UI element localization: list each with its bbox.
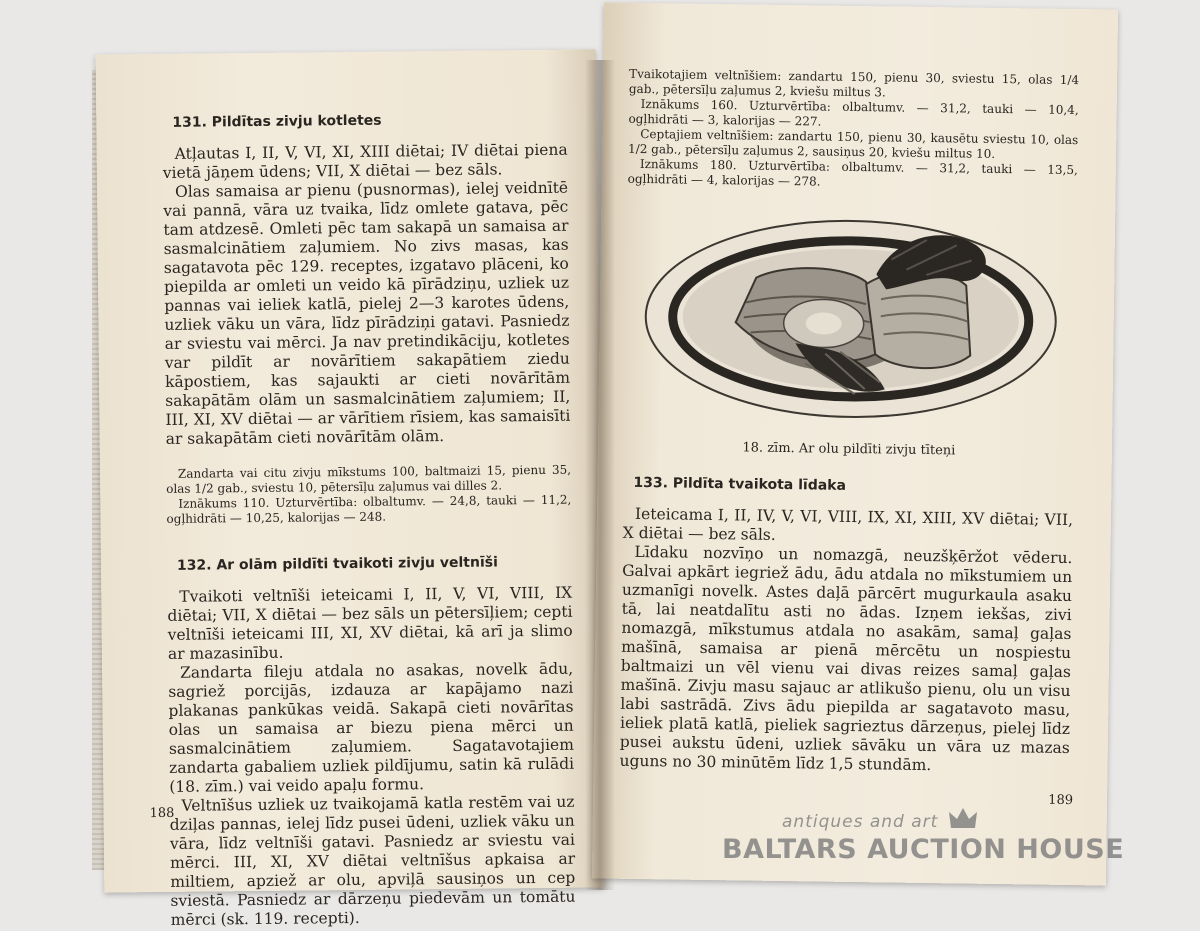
steamed-rolls-nutrition: Iznākums 160. Uzturvērtība: olbaltumv. — 31,2, tauki — 10,4, ogļhidrāti — 3, kalorijas — 227. bbox=[628, 96, 1079, 129]
fried-rolls-nutrition: Iznākums 180. Uzturvērtība: olbaltumv. — 31,2, tauki — 13,5, ogļhidrāti — 4, kalorijas — 278. bbox=[627, 156, 1078, 189]
right-page bbox=[592, 2, 1118, 885]
watermark-name: BALTARS AUCTION HOUSE bbox=[722, 834, 1125, 865]
recipe-131-nutrition: Iznākums 110. Uzturvērtība: olbaltumv. — 24,8, tauki — 11,2, ogļhidrāti — 10,25, kalorijas — 248. bbox=[166, 492, 572, 526]
recipe-131-title: 131. Pildītas zivju kotletes bbox=[172, 112, 382, 131]
recipe-133-instructions: Līdaku nozvīņo un nomazgā, neuzšķēržot vēderu. Galvai apkārt iegriež ādu, ādu atdala no mīkstumiem un uzmanīgi novelk. Astes daļā pārcērt mugurkaula asaku tā, lai neatdalītu asti no ādas. Izņem iekšas, zivi nomazgā, mīkstumus atdala no asakām, samaļ gaļas mašīnā, samaisa ar pienā mērcētu un nospiestu baltmaizi un vēl vienu vai divas reizes samaļ gaļas mašīnā. Zivju masu sajauc ar atlikušo pienu, olu un visu labi sastrādā. Zivs ādu piepilda ar sagatavoto masu, ieliek platā katlā, pieliek sagrieztus dārzeņus, pielej līdz pusei aukstu ūdeni, uzliek sāvāku un vāra uz mazas uguns no 30 minūtēm līdz 1,5 stundām. bbox=[619, 542, 1073, 775]
recipe-132-preparation: Zandarta fileju atdala no asakas, novelk ādu, sagriež porcijās, izdauza ar kapājamo nazi plakanas pankūkas veidā. Sakapā cieti novārītas olas un samaisa ar biezu piena mērci un sasmalcinātiem zaļumiem. Sagatavotajiem zandarta gabaliem uzliek pildījumu, satin kā rulādi (18. zīm.) vai veido apaļu formu. bbox=[168, 659, 575, 796]
recipe-131-diet-note: Atļautas I, II, V, VI, XI, XIII diētai; IV diētai piena vietā jāņem ūdens; VII, X diētai — bez sāls. bbox=[162, 140, 568, 182]
recipe-133-diet-note: Ieteicama I, II, IV, V, VI, VIII, IX, XI, XIII, XV diētai; VII, X diētai — bez sāls. bbox=[622, 504, 1074, 544]
page-number-left: 188 bbox=[149, 805, 175, 822]
recipe-133-title: 133. Pildīta tvaikota līdaka bbox=[633, 474, 847, 494]
recipe-132-diet-note: Tvaikoti veltnīši ieteicami I, II, V, VI, VIII, IX diētai; VII, X diētai — bez sāls un pētersīļiem; cepti veltnīši ieteicami III, XI, XV diētai, kā arī ja slimo ar mazasinību. bbox=[167, 583, 573, 663]
fried-rolls-ingredients: Ceptajiem veltnīšiem: zandartu 150, pienu 30, kausētu sviestu 10, olas 1/2 gab., pētersīļu zaļumus 2, sausiņus 20, kviešu miltus 10. bbox=[628, 126, 1079, 161]
right-page-content bbox=[619, 67, 1079, 777]
figure-caption: 18. zīm. Ar olu pildīti zivju tīteņi bbox=[742, 440, 956, 459]
page-number-right: 189 bbox=[1048, 792, 1074, 809]
book-spine-shadow bbox=[585, 60, 615, 890]
recipe-132-cooking: Veltnīšus uzliek uz tvaikojamā katla restēm vai uz dziļas pannas, ielej līdz pusei ūdeni, uzliek vāku un vāra, līdz veltnīši gatavi. Pasniedz ar sviestu vai mērci. III, XI, XV diētai veltnīšus apkaisa ar miltiem, apziež ar olu, apviļā sausiņos un cep sviestā. Pasniedz ar dārzeņu piedevām un tomātu mērci (sk. 119. recepti). bbox=[169, 792, 576, 929]
left-page-content bbox=[162, 110, 576, 930]
recipe-131-instructions: Olas samaisa ar pienu (pusnormas), ielej veidnītē vai pannā, vāra uz tvaika, līdz omlete gatava, pēc tam atdzesē. Omleti pēc tam sakapā un samaisa ar sasmalcinātiem zaļumiem. No zivs masas, kas sagatavota pēc 129. receptes, izgatavo plāceni, ko piepilda ar omleti un veido kā pīrādziņu, uzliek uz pannas vai ieliek katlā, pielej 2—3 karotes ūdens, uzliek vāku un vāra, līdz pīrādziņi gatavi. Pasniedz ar sviestu vai mērci. Ja nav pretindikāciju, kotletes var pildīt ar novārītiem sakapātiem ziedu kāpostiem, kas sajaukti ar cieti novārītām sakapātām olām un sasmalcinātiem zaļumiem; II, III, XI, XV diētai — ar vārītiem rīsiem, kas samaisīti ar sakapātām cieti novārītām olām. bbox=[163, 178, 571, 448]
watermark-subtitle: antiques and art bbox=[782, 812, 939, 832]
recipe-131-ingredients: Zandarta vai citu zivju mīkstums 100, baltmaizi 15, pienu 35, olas 1/2 gab., sviestu 10, pētersīļu zaļumus vai dilles 2. bbox=[166, 462, 572, 496]
steamed-rolls-ingredients: Tvaikotajiem veltnīšiem: zandartu 150, pienu 30, sviestu 15, olas 1/4 gab., pētersīļu zaļumus 2, kviešu miltus 3. bbox=[628, 66, 1080, 100]
crown-icon bbox=[948, 806, 978, 832]
stuffed-fish-rolls-illustration bbox=[624, 201, 1077, 437]
recipe-132-title: 132. Ar olām pildīti tvaikoti zivju veltnīši bbox=[176, 554, 498, 574]
left-page bbox=[96, 49, 605, 929]
